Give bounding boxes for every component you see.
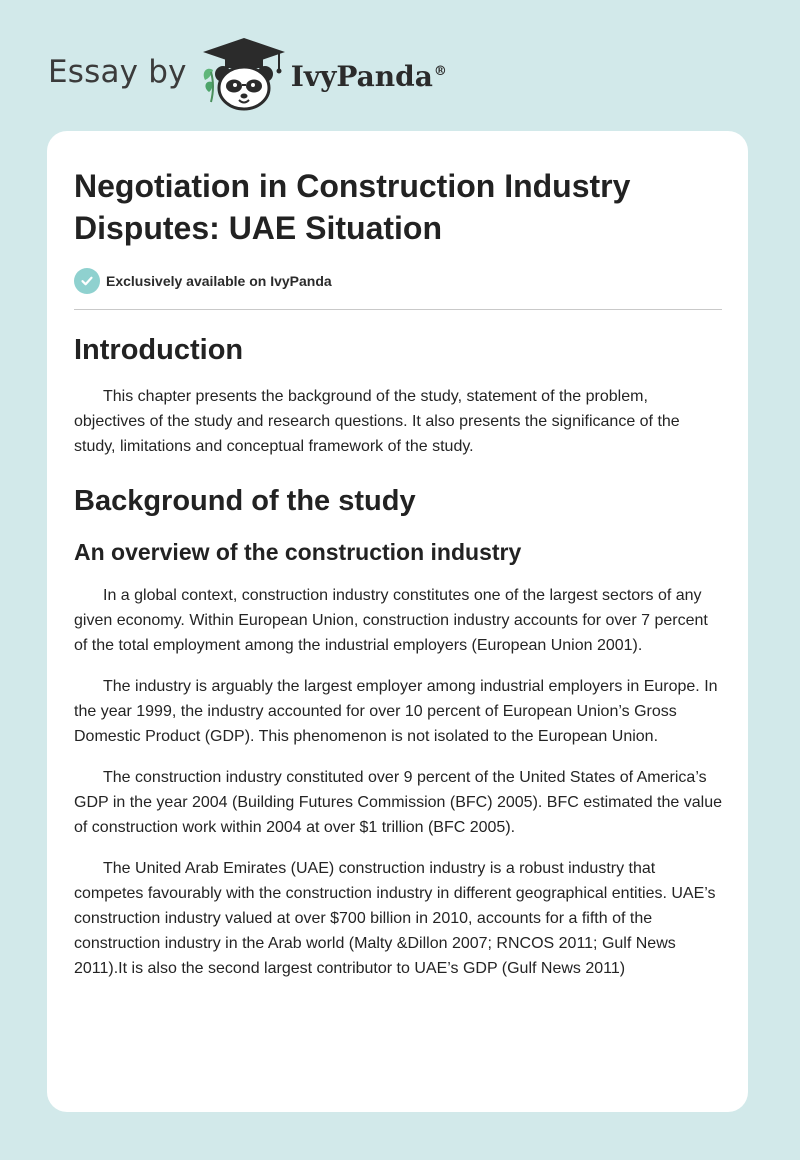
brand-prefix: Essay by — [48, 54, 187, 90]
brand-name: IvyPanda® — [290, 59, 447, 93]
paragraph: The industry is arguably the largest employer among industrial employers in Europe. In the year 1999, the industry accounted for over 10 percent of European Union’s Gross Domestic Product (GDP). This phenomenon is not isolated to the European Union. — [74, 678, 718, 745]
paragraph: The United Arab Emirates (UAE) construction industry is a robust industry that competes favourably with the construction industry in different geographical entities. UAE’s construction industry valued at over $700 billion in 2010, accounts for a fifth of the construction industry in the Arab world (Malty &Dillon 2007; RNCOS 2011; Gulf News 2011).It is also the second largest contributor to UAE’s GDP (Gulf News 2011) — [74, 860, 716, 977]
subsection-heading-overview: An overview of the construction industry — [74, 539, 522, 565]
check-circle-icon — [74, 268, 100, 294]
divider — [74, 309, 722, 310]
exclusive-badge-text: Exclusively available on IvyPanda — [106, 273, 332, 289]
section-heading-background: Background of the study — [74, 485, 416, 517]
registered-mark: ® — [433, 64, 447, 80]
exclusive-badge — [74, 267, 722, 295]
section-heading-introduction: Introduction — [74, 334, 244, 366]
paragraph: This chapter presents the background of the study, statement of the problem, objectives of the study and research questions. It also presents the significance of the study, limitations and conceptual framework of the study. — [74, 388, 680, 455]
essay-title: Negotiation in Construction Industry Disputes: UAE Situation — [74, 168, 631, 246]
paragraph: The construction industry constituted over 9 percent of the United States of America’s GDP in the year 2004 (Building Futures Commission (BFC) 2005). BFC estimated the value of construction work within 2004 at over $1 trillion (BFC 2005). — [74, 769, 722, 836]
panda-logo-icon — [199, 36, 289, 112]
essay-card — [47, 131, 748, 1112]
brand-header[interactable] — [48, 36, 447, 112]
paragraph: In a global context, construction industry constitutes one of the largest sectors of any given economy. Within European Union, construction industry accounts for over 7 percent of the total employment among the industrial employers (European Union 2001). — [74, 587, 708, 654]
